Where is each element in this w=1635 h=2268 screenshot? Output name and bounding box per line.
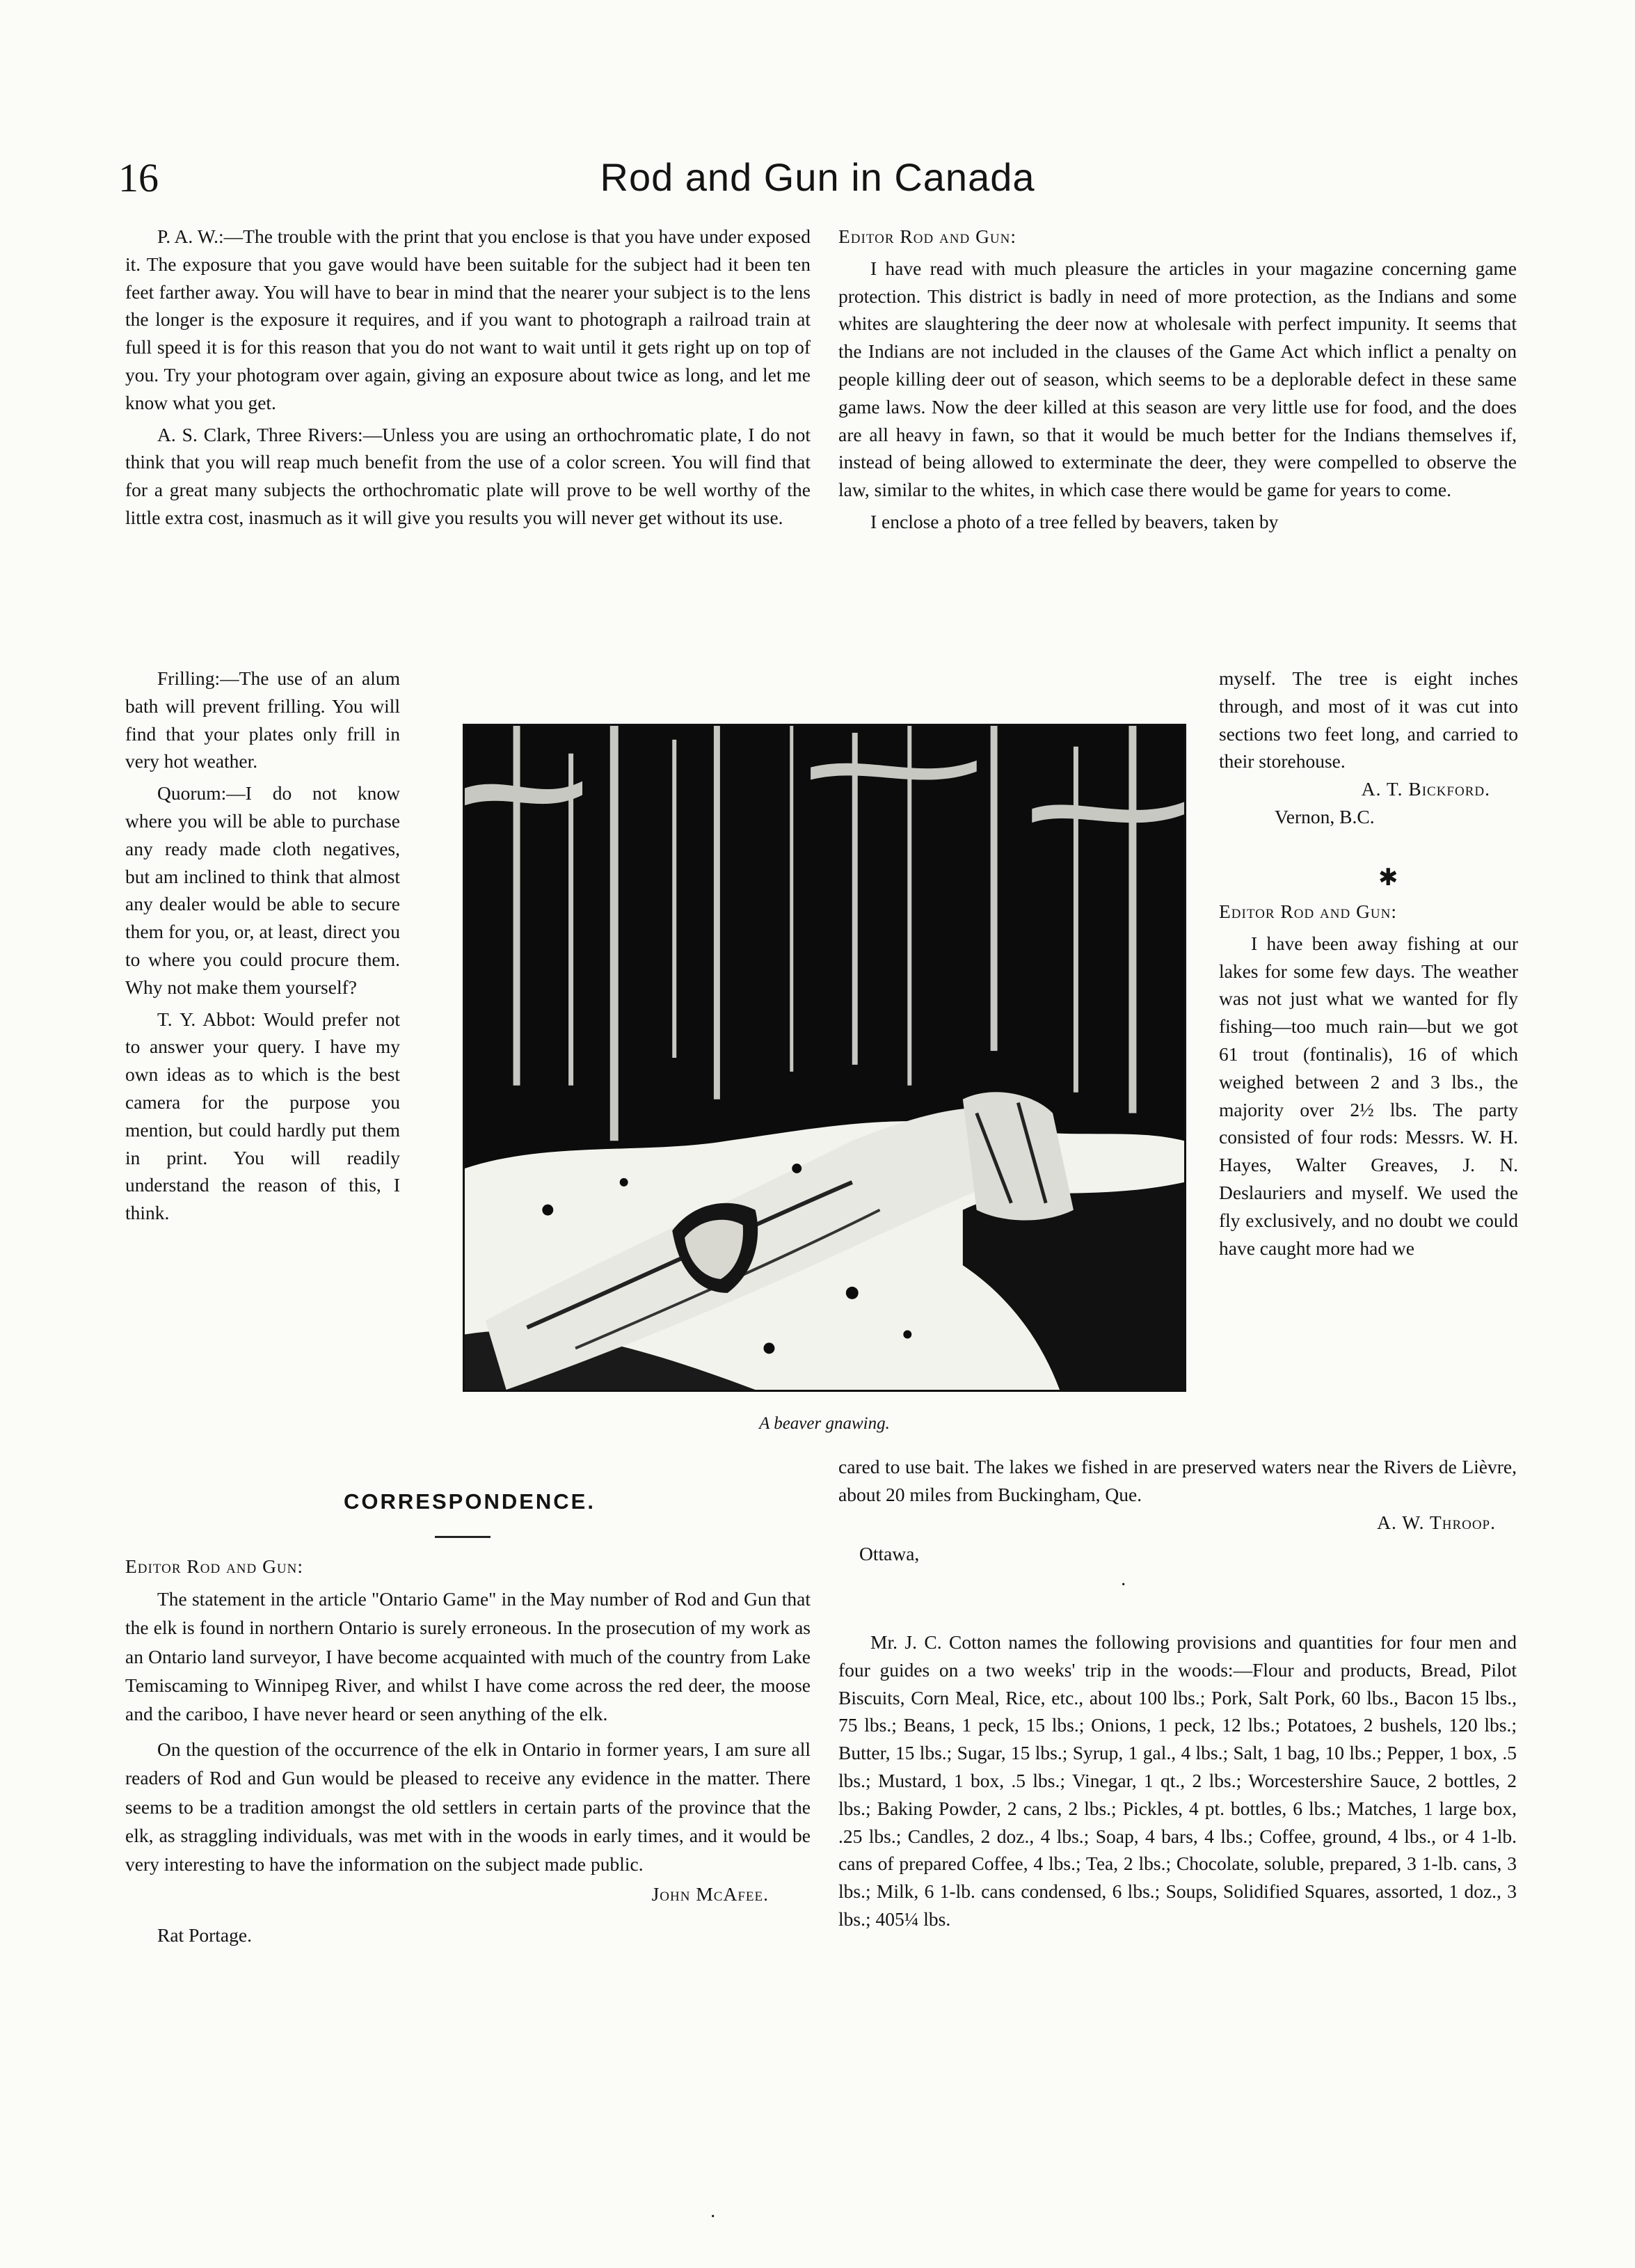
beaver-photo — [463, 724, 1186, 1392]
letter-trout-salutation: Editor Rod and Gun: — [1219, 901, 1398, 922]
letter-trout-signature: A. W. Throop. — [1377, 1511, 1496, 1533]
separator-star: ✱ — [1378, 865, 1398, 891]
beaver-tree-image — [465, 726, 1184, 1390]
letter-elk-paragraph-2: On the question of the occurrence of the elk in Ontario in former years, I am sure all readers of Rod and Gun would be pleased to receive any evidence in the matter. There seems to be a tradition amongst the old settlers in certain parts of the province that the elk, as straggling individuals, was met with in the woods in early times, and it would be very interesting to have the information on the subject made public. — [125, 1738, 811, 1876]
answer-abbot: T. Y. Abbot: Would prefer not to answer your query. I have my own ideas as to which is the best camera for the purpose you mention, but could hardly put them in print. You will readily understand the reason of this, I think. — [125, 1008, 400, 1224]
letter-beavers-paragraph-2-rest: myself. The tree is eight inches through, and most of it was cut into sections two feet long, and carried to their storehouse. — [1219, 667, 1518, 772]
answer-frilling: Frilling:—The use of an alum bath will prevent frilling. You will find that your plates only frill in very hot weather. — [125, 667, 400, 772]
letter-beavers-salutation: Editor Rod and Gun: — [838, 225, 1017, 247]
provisions-paragraph: Mr. J. C. Cotton names the following provisions and quantities for four men and four guides on a two weeks' trip in the woods:—Flour and products, Bread, Pilot Biscuits, Corn Meal, Rice, etc., about 100 lbs.; Pork, Salt Pork, 60 lbs., Bacon 15 lbs., 75 lbs.; Beans, 1 peck, 15 lbs.; Onions, 1 peck, 12 lbs.; Potatoes, 2 bushels, 120 lbs.; Butter, 15 lbs.; Sugar, 15 lbs.; Syrup, 1 gal., 4 lbs.; Salt, 1 bag, 10 lbs.; Pepper, 1 box, .5 lbs.; Mustard, 1 box, .5 lbs.; Vinegar, 1 qt., 2 lbs.; Worcestershire Sauce, 2 bottles, 2 lbs.; Baking Powder, 2 cans, 2 lbs.; Pickles, 4 pt. bottles, 6 lbs.; Matches, 1 large box, .25 lbs.; Candles, 2 doz., 4 lbs.; Soap, 4 bars, 4 lbs.; Coffee, ground, 4 lbs., or 4 1-lb. cans of prepared Coffee, 4 lbs.; Tea, 2 lbs.; Chocolate, soluble, prepared, 3 1-lb. cans, 3 lbs.; Milk, 6 1-lb. cans condensed, 6 lbs.; Soups, Solidified Squares, assorted, 1 doz., 3 lbs.; 405¼ lbs. — [838, 1631, 1517, 1930]
page-bottom-dot: · — [710, 2206, 717, 2228]
stray-dot: · — [1120, 1574, 1127, 1596]
letter-beavers-continued — [1219, 665, 1518, 831]
letter-elk-signature: John McAfee. — [651, 1883, 769, 1905]
left-answers-top — [125, 223, 811, 532]
letter-trout — [1219, 898, 1518, 1262]
letter-beavers — [838, 223, 1517, 536]
answer-quorum: Quorum:—I do not know where you will be able to purchase any ready made cloth negatives, but am inclined to think that almost any dealer would be able to secure them for you, or, at least, direct you to where you could procure them. Why not make them yourself? — [125, 782, 400, 998]
left-answers-narrow — [125, 665, 400, 1227]
letter-trout-paragraph-narrow: I have been away fishing at our lakes for some few days. The weather was not just what we wanted for fly fishing—too much rain—but we got 61 trout (fontinalis), 16 of which weighed between 2 and 3 lbs., the majority over 2½ lbs. The party consisted of four rods: Messrs. W. H. Hayes, Walter Greaves, J. N. Deslauriers and myself. We used the fly exclusively, and no doubt we could have caught more had we — [1219, 932, 1518, 1259]
letter-beavers-signature: A. T. Bickford. — [1361, 778, 1490, 800]
letter-elk-place: Rat Portage. — [157, 1924, 252, 1946]
photo-caption: A beaver gnawing. — [759, 1414, 890, 1433]
answer-clark: A. S. Clark, Three Rivers:—Unless you are using an orthochromatic plate, I do not think that you will reap much benefit from the use of a color screen. You will find that for a great many subjects the orthochromatic plate will prove to be well worthy of the little extra cost, inasmuch as it will give you results you will never get without its use. — [125, 423, 811, 528]
letter-trout-place: Ottawa, — [859, 1543, 920, 1565]
letter-elk-paragraph-1: The statement in the article "Ontario Game" in the May number of Rod and Gun that the elk is found in northern Ontario is surely erroneous. In the prosecution of my work as an Ontario land surveyor, I have become acquainted with much of the country from Lake Temiscaming to Winnipeg River, and whilst I have come across the red deer, the moose and the cariboo, I have never heard or seen anything of the elk. — [125, 1588, 811, 1725]
page-number: 16 — [118, 155, 159, 200]
letter-beavers-place: Vernon, B.C. — [1275, 805, 1375, 827]
answer-pa-w: P. A. W.:—The trouble with the print that you enclose is that you have under exposed it. The exposure that you gave would have been suitable for the subject had it been ten feet farther away. You will have to bear in mind that the nearer your subject is to the lens the longer is the exposure it requires, and if you want to photograph a railroad train at full speed it is for this reason that you do not want to wait until it gets right up on top of you. Try your photogram over again, giving an exposure about twice as long, and let me know what you get. — [125, 225, 811, 413]
provisions-list — [838, 1628, 1517, 1933]
letter-trout-wide — [838, 1453, 1517, 1568]
letter-trout-paragraph-wide: cared to use bait. The lakes we fished in are preserved waters near the Rivers de Lièvre, about 20 miles from Buckingham, Que. — [838, 1456, 1517, 1505]
correspondence-heading: CORRESPONDENCE. — [344, 1489, 596, 1514]
page-title: Rod and Gun in Canada — [600, 155, 1035, 199]
letter-beavers-paragraph-1: I have read with much pleasure the articles in your magazine concerning game protection. This district is badly in need of more protection, as the Indians and some whites are slaughtering the deer now at wholesale with perfect impunity. It seems that the Indians are not included in the clauses of the Game Act which inflict a penalty on people killing deer out of season, which seems to be a deplorable defect in these same game laws. Now the deer killed at this season are very little use for food, and the does are all heavy in fawn, so that it would be much better for the Indians themselves if, instead of being allowed to exterminate the deer, they were compelled to observe the law, similar to the whites, in which case there would be game for years to come. — [838, 257, 1517, 501]
letter-beavers-paragraph-2-head: I enclose a photo of a tree felled by beavers, taken by — [870, 510, 1279, 532]
letter-elk-salutation: Editor Rod and Gun: — [125, 1555, 304, 1577]
letter-elk — [125, 1552, 811, 1950]
heading-rule — [435, 1536, 490, 1538]
